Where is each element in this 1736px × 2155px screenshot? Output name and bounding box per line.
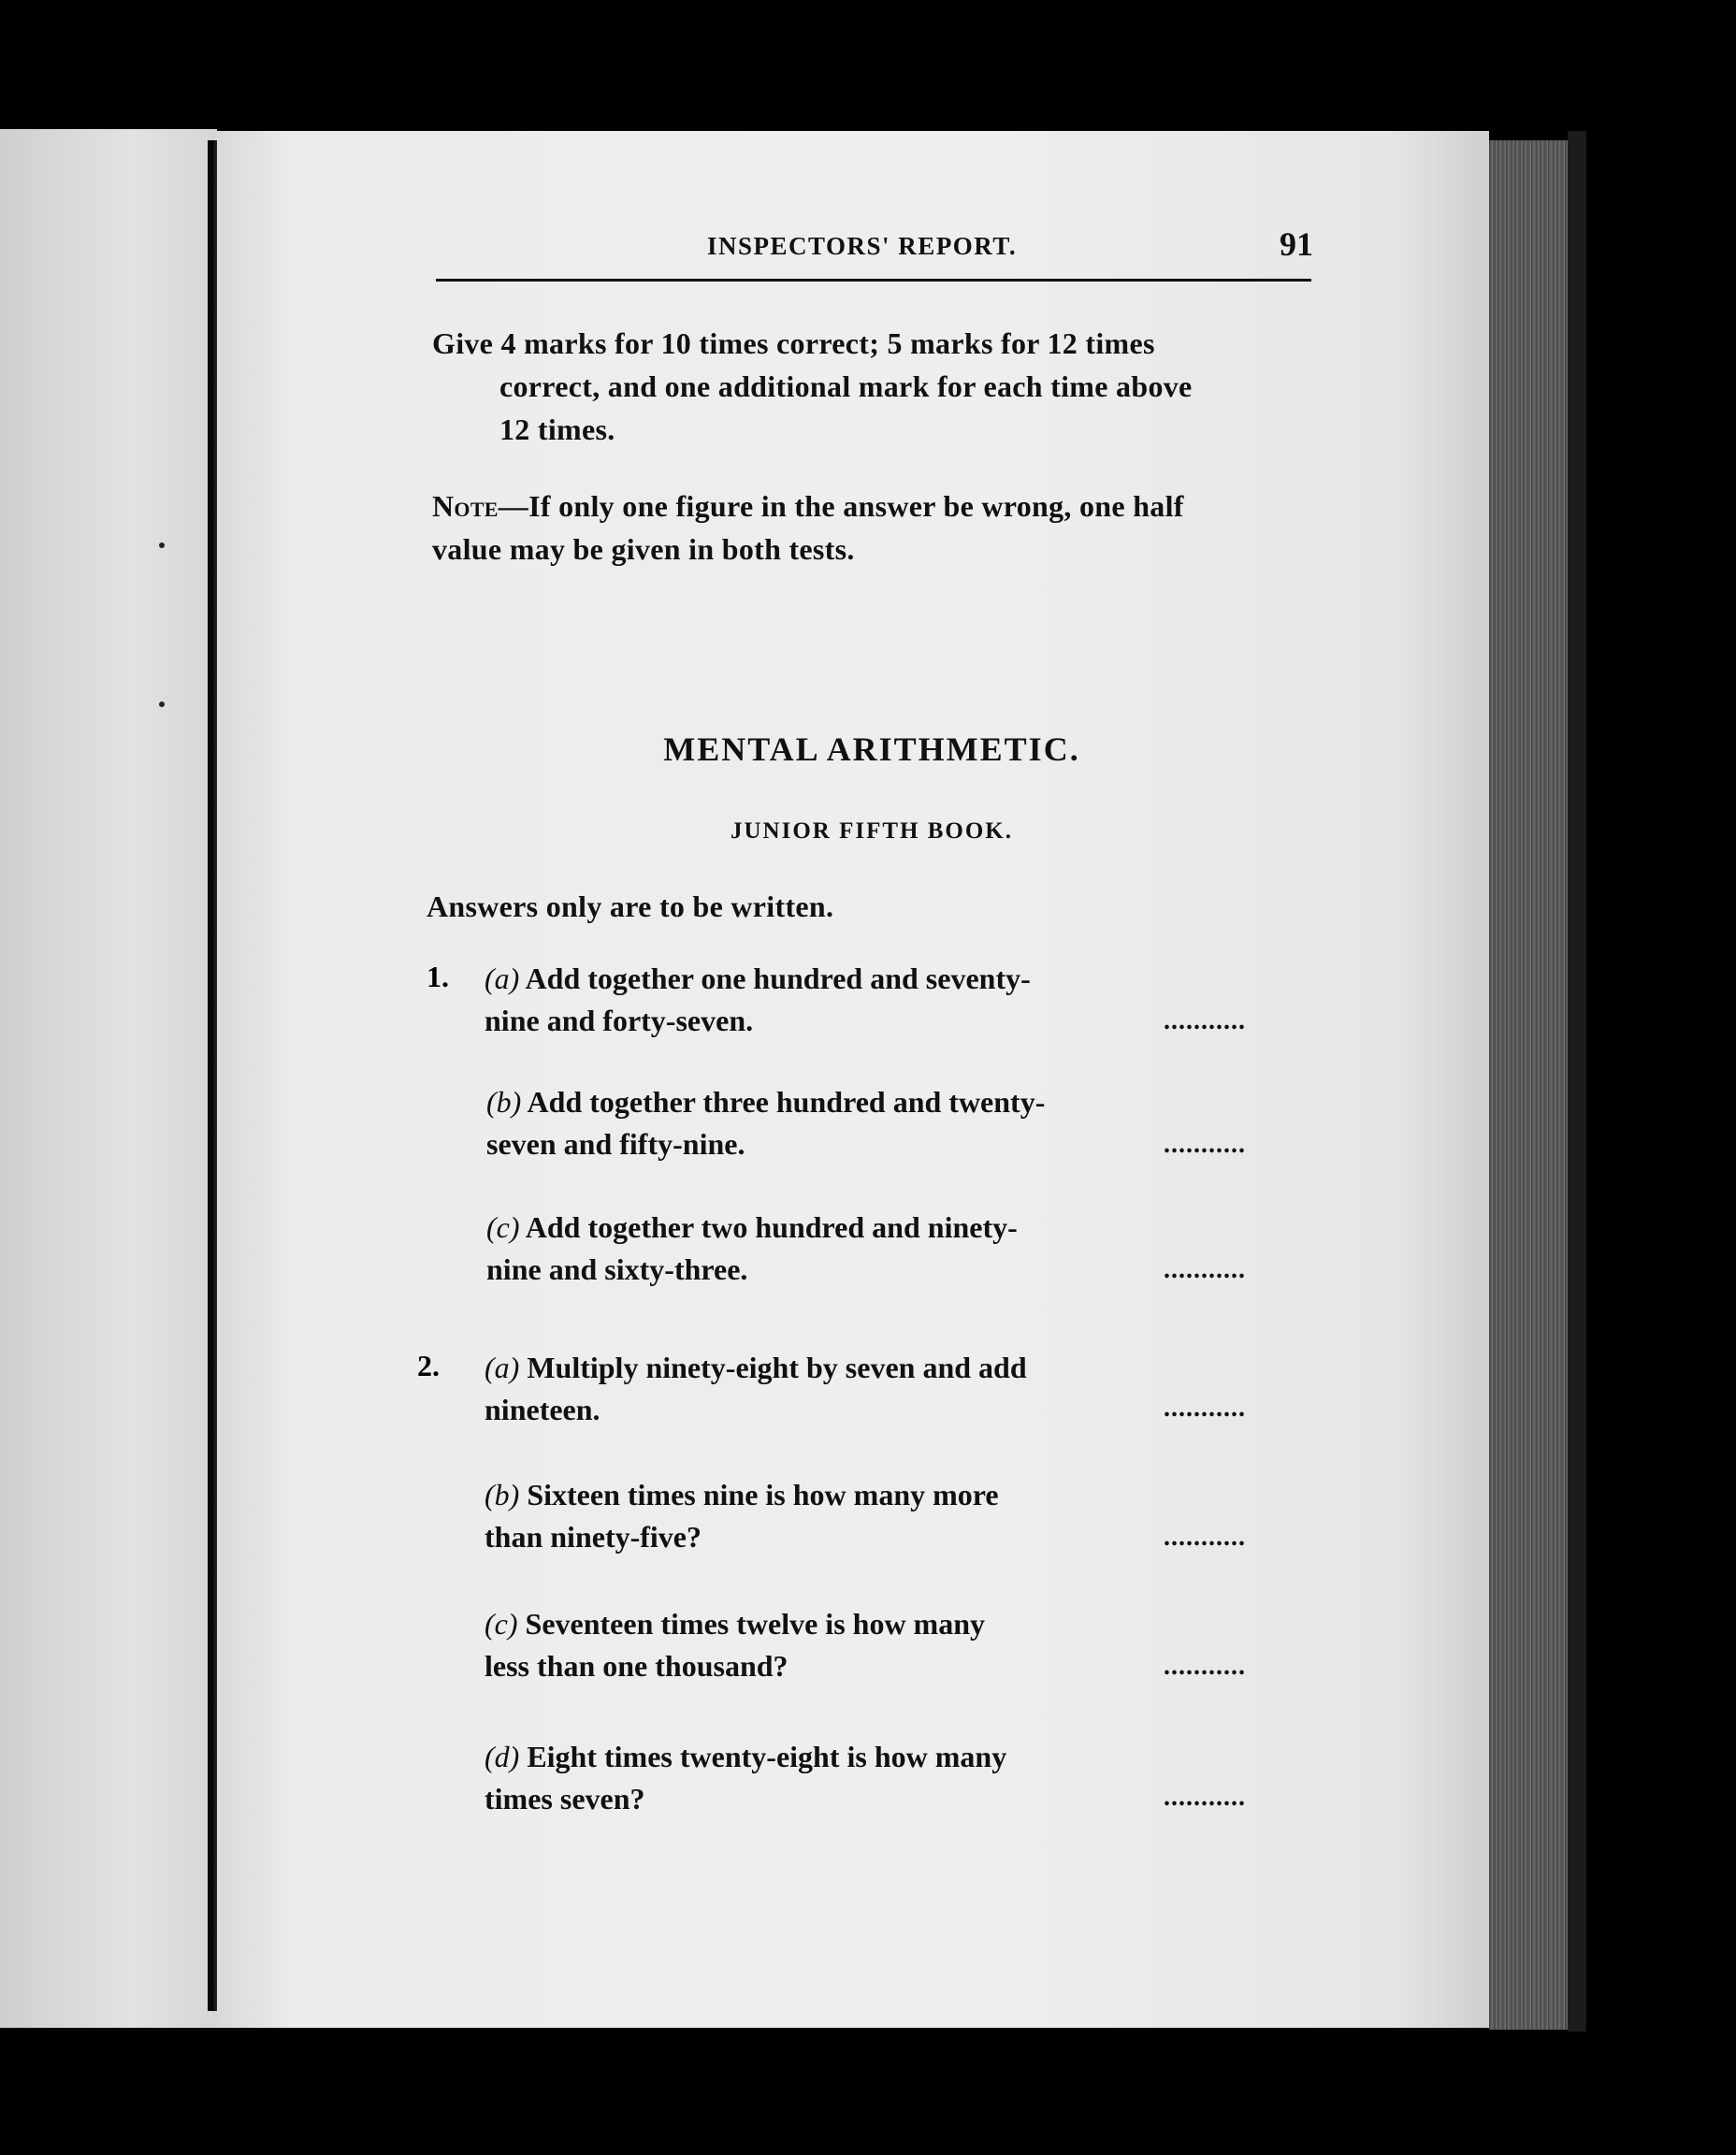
marking-line-2: correct, and one additional mark for each time above <box>499 369 1193 403</box>
instruction-line <box>427 885 833 928</box>
answer-blank: ........... <box>1164 1394 1246 1423</box>
answer-blank: ........... <box>1164 1130 1246 1159</box>
question-number: 1. <box>427 960 449 993</box>
running-head: INSPECTORS' REPORT. <box>707 232 1018 260</box>
question-part <box>486 1207 1018 1291</box>
part-letter: (c) <box>485 1607 518 1641</box>
answer-blank: ........... <box>1164 1006 1246 1035</box>
part-letter: (a) <box>485 1351 520 1384</box>
page-number: 91 <box>1280 225 1313 263</box>
section-heading <box>432 730 1311 842</box>
marking-instruction <box>432 322 1193 451</box>
part-letter: (d) <box>485 1740 520 1773</box>
header-rule <box>436 279 1311 282</box>
part-letter: (c) <box>486 1210 520 1244</box>
question-part <box>486 1081 1045 1165</box>
note-label: Note <box>432 489 499 523</box>
question-part <box>485 1603 985 1687</box>
instruction-text: Answers only are to be written. <box>427 889 834 923</box>
cover-edge <box>1568 131 1586 2032</box>
question-number: 2. <box>417 1349 440 1382</box>
binding-gutter <box>208 140 217 2011</box>
part-text-line-2: nine and sixty-three. <box>486 1252 748 1286</box>
part-letter: (b) <box>485 1478 520 1511</box>
part-text-line-2: less than one thousand? <box>485 1649 788 1683</box>
part-letter: (b) <box>486 1085 522 1119</box>
part-text-line-2: times seven? <box>485 1782 645 1815</box>
part-text-line-2: nineteen. <box>485 1393 600 1426</box>
page-block-edge <box>1489 140 1568 2030</box>
part-text-line-1: Seventeen times twelve is how many <box>525 1607 985 1641</box>
answer-blank: ........... <box>1164 1652 1246 1681</box>
question-part <box>485 1474 999 1558</box>
note-line-2: value may be given in both tests. <box>432 532 855 566</box>
question-part <box>485 958 1031 1042</box>
part-text-line-1: Eight times twenty-eight is how many <box>527 1740 1007 1773</box>
note-paragraph <box>432 485 1184 571</box>
part-text-line-1: Sixteen times nine is how many more <box>527 1478 999 1511</box>
part-text-line-2: nine and forty-seven. <box>485 1004 754 1037</box>
note-line-1 <box>432 485 1184 528</box>
note-line-1-text: —If only one figure in the answer be wrong, one half <box>498 489 1184 523</box>
part-text-line-2: than ninety-five? <box>485 1520 702 1554</box>
part-text-line-2: seven and fifty-nine. <box>486 1127 745 1161</box>
part-text-line-1: Multiply ninety-eight by seven and add <box>527 1351 1027 1384</box>
answer-blank: ........... <box>1164 1783 1246 1812</box>
part-text-line-1: Add together one hundred and seventy- <box>525 962 1031 995</box>
part-text-line-1: Add together two hundred and ninety- <box>525 1210 1018 1244</box>
part-letter: (a) <box>485 962 520 995</box>
answer-blank: ........... <box>1164 1523 1246 1552</box>
question-part <box>485 1347 1027 1431</box>
ink-speck <box>159 701 165 707</box>
marking-line-3: 12 times. <box>499 412 615 446</box>
part-text-line-1: Add together three hundred and twenty- <box>527 1085 1046 1119</box>
page-header <box>436 224 1315 279</box>
section-title: MENTAL ARITHMETIC. <box>663 730 1080 768</box>
marking-line-1: Give 4 marks for 10 times correct; 5 marks for 12 times <box>432 326 1155 360</box>
section-subtitle: JUNIOR FIFTH BOOK. <box>731 818 1013 844</box>
ink-speck <box>159 542 165 548</box>
left-page-edge <box>0 129 217 2028</box>
answer-blank: ........... <box>1164 1255 1246 1284</box>
question-part <box>485 1736 1006 1820</box>
